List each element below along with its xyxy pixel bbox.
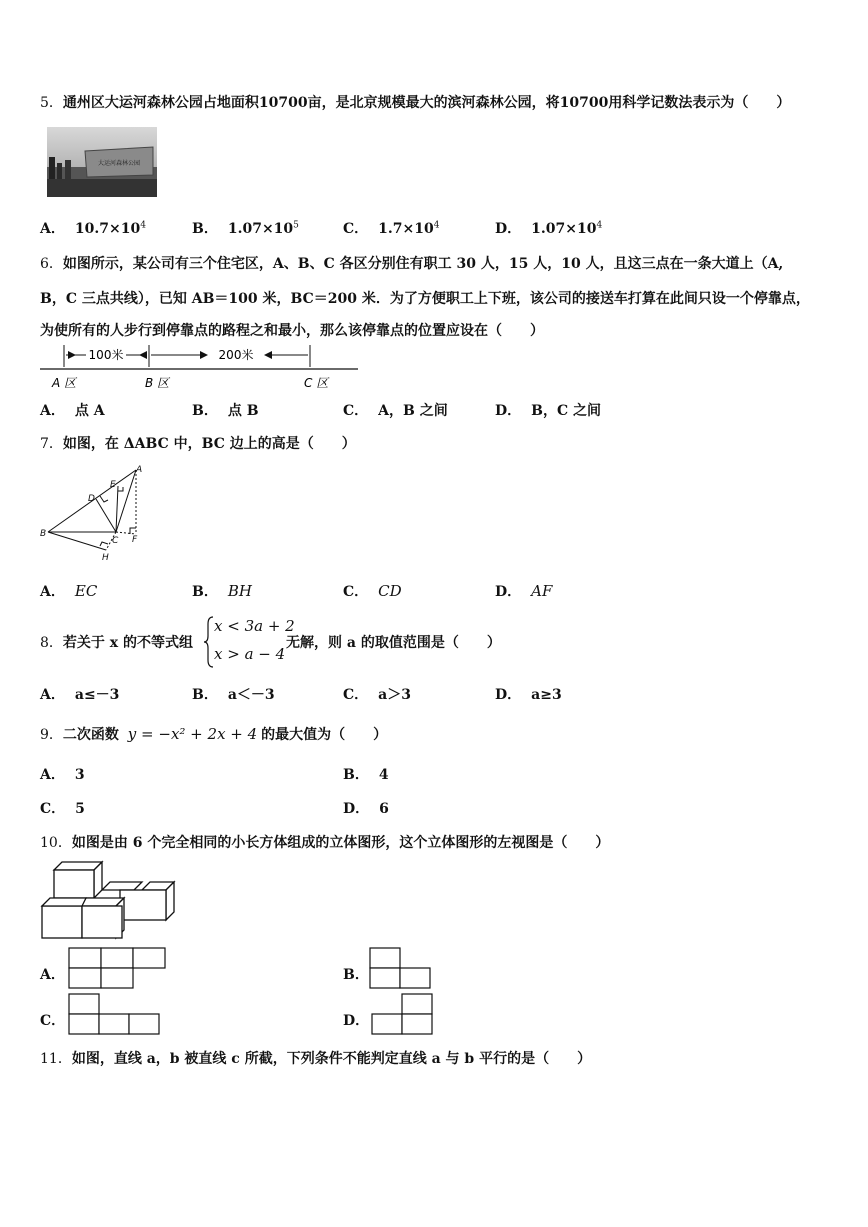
- vertex-a-label: A: [136, 465, 143, 475]
- q5-option-b[interactable]: B． $1.07\times 10^5$: [192, 220, 299, 237]
- q5-photo: [47, 127, 157, 197]
- q6-option-c[interactable]: C． A，B 之间: [343, 403, 448, 419]
- q9-option-c[interactable]: C． 5: [40, 801, 85, 817]
- q5-number: 5．: [40, 95, 63, 111]
- q5-option-a[interactable]: A． $10.7\times 10^4$: [40, 220, 146, 237]
- q9-formula: y = −x² + 2x + 4: [127, 725, 258, 743]
- q5-option-d[interactable]: D． $1.07\times 10^4$: [495, 220, 603, 237]
- q5-stem: [40, 92, 790, 112]
- q10-option-b-view[interactable]: [369, 946, 433, 994]
- point-f-label: F: [132, 535, 138, 545]
- q7-text: 如图，在 ΔABC 中，BC 边上的高是（ ）: [62, 436, 356, 452]
- right-angle-e: [118, 487, 123, 491]
- q8-inequality-1: x < 3a + 2: [214, 617, 295, 635]
- q9-option-d[interactable]: D． 6: [343, 801, 389, 817]
- point-d-label: D: [88, 494, 95, 504]
- q6-option-d[interactable]: D． B，C 之间: [495, 403, 601, 419]
- q6-diagram: [40, 343, 362, 391]
- segment-bh: [48, 532, 106, 550]
- q11-text: 如图，直线 a，b 被直线 c 所截，下列条件不能判定直线 a 与 b 平行的是（ ）: [71, 1051, 592, 1067]
- right-angle-d: [100, 496, 108, 502]
- q5-text: 通州区大运河森林公园占地面积10700亩，是北京规模最大的滨河森林公园，将10700用科学记数法表示为（ ）: [62, 95, 791, 111]
- vertex-b-label: B: [40, 529, 47, 539]
- q6-stem-line1: 6．如图所示，某公司有三个住宅区，A、B、C 各区分别住有职工 30 人，15 人，10 人，且这三点在一条大道上（A,: [40, 256, 784, 272]
- q8-brace: [204, 616, 214, 668]
- q8-option-d[interactable]: D． a≥3: [495, 687, 562, 703]
- q10-option-a[interactable]: A．: [40, 967, 65, 983]
- q7-option-b[interactable]: B． BH: [192, 582, 252, 600]
- q10-option-c[interactable]: C．: [40, 1013, 66, 1029]
- q9-number: 9．: [40, 727, 63, 743]
- q6-number: 6．: [40, 256, 63, 272]
- q5-photo-caption: 大运河森林公园: [97, 160, 141, 167]
- q7-option-a[interactable]: A． EC: [40, 582, 98, 600]
- q7-triangle-diagram: [38, 464, 148, 568]
- q10-option-a-view[interactable]: [68, 946, 166, 994]
- q7-option-d[interactable]: D． AF: [495, 582, 553, 600]
- right-angle-h: [100, 542, 108, 546]
- q10-text: 如图是由 6 个完全相同的小长方体组成的立体图形，这个立体图形的左视图是（ ）: [71, 835, 610, 851]
- q10-option-d[interactable]: D．: [343, 1013, 370, 1029]
- extension-cf: [116, 532, 136, 534]
- segment-ce: [116, 486, 118, 532]
- q8-option-a[interactable]: A． a≤－3: [40, 687, 120, 703]
- q9-option-b[interactable]: B． 4: [343, 767, 389, 783]
- q9-stem: 9．二次函数 y = −x² + 2x + 4 的最大值为（ ）: [40, 725, 388, 743]
- q10-stem: [40, 832, 609, 852]
- district-b-label: B 区: [145, 376, 170, 390]
- distance-ab-label: 100米: [88, 348, 124, 362]
- q8-option-b[interactable]: B． a＜－3: [192, 687, 275, 703]
- q8-option-c[interactable]: C． a＞3: [343, 687, 411, 703]
- q8-number: 8．: [40, 635, 63, 651]
- q11-stem: [40, 1048, 591, 1068]
- q10-option-d-view[interactable]: [371, 992, 435, 1040]
- right-angle-f: [130, 528, 136, 534]
- q6-option-a[interactable]: A． 点 A: [40, 403, 105, 419]
- q6-stem-line3: 为使所有的人步行到停靠点的路程之和最小，那么该停靠点的位置应设在（ ）: [40, 323, 544, 339]
- q6-stem-line2: B，C 三点共线），已知 AB＝100 米，BC＝200 米．为了方便职工上下班，该公司的接送车打算在此间只设一个停靠点，: [40, 291, 810, 307]
- q7-stem: [40, 433, 356, 453]
- segment-cd: [96, 499, 116, 532]
- q10-option-b[interactable]: B．: [343, 967, 369, 983]
- q6-option-b[interactable]: B． 点 B: [192, 403, 259, 419]
- distance-bc-label: 200米: [218, 348, 254, 362]
- q10-number: 10．: [40, 835, 72, 851]
- side-ca: [116, 470, 136, 532]
- point-e-label: E: [110, 480, 116, 490]
- vertex-c-label: C: [112, 536, 119, 546]
- q8-stem-suffix: 无解，则 a 的取值范围是（ ）: [286, 635, 501, 651]
- q7-option-c[interactable]: C． CD: [343, 582, 402, 600]
- district-c-label: C 区: [304, 376, 329, 390]
- q7-number: 7．: [40, 436, 63, 452]
- q5-option-c[interactable]: C． $1.7\times 10^4$: [343, 220, 440, 237]
- q10-solid-figure: [40, 860, 180, 942]
- q11-number: 11．: [40, 1051, 72, 1067]
- q8-stem-prefix: 8．若关于 x 的不等式组: [40, 635, 194, 651]
- point-h-label: H: [102, 553, 109, 563]
- district-a-label: A 区: [52, 376, 77, 390]
- q8-inequality-2: x > a − 4: [214, 645, 286, 663]
- q10-option-c-view[interactable]: [68, 992, 160, 1040]
- q9-option-a[interactable]: A． 3: [40, 767, 85, 783]
